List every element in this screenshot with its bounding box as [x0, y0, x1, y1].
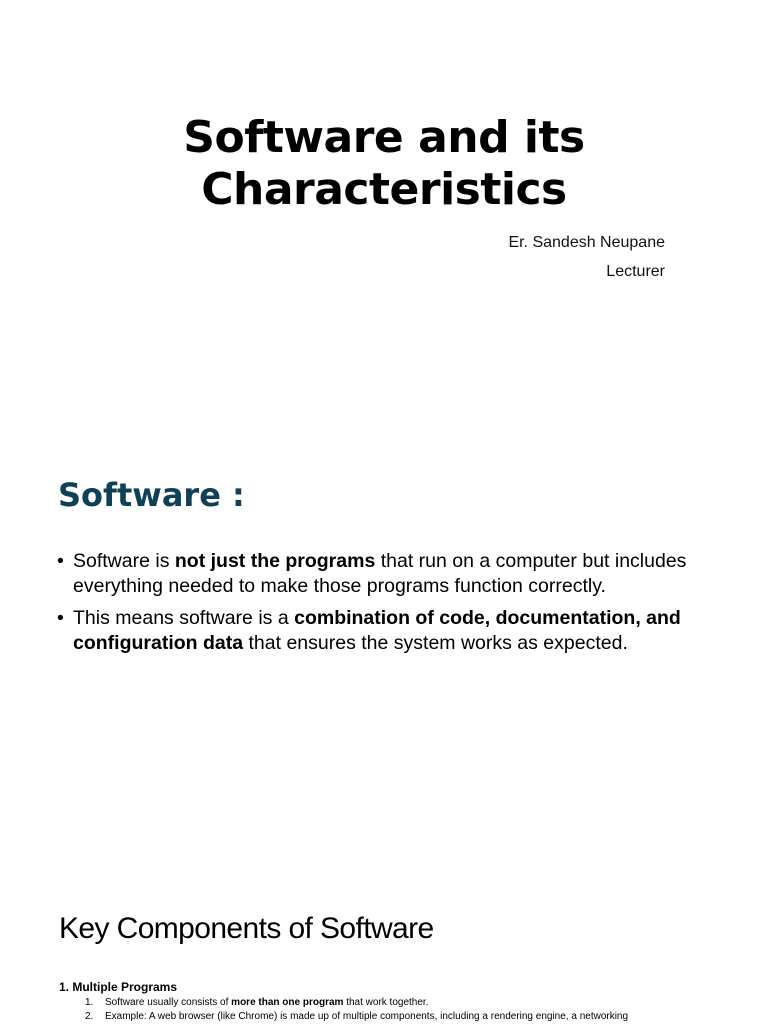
author-name: Er. Sandesh Neupane	[508, 234, 665, 251]
item-text-pre: Example: A web browser (like Chrome) is made up of multiple components, including a rendering engine, a networking	[105, 1011, 629, 1022]
component-title: 1. Multiple Programs	[59, 980, 178, 994]
title-line-1: Software and its	[183, 112, 585, 163]
title-slide	[0, 0, 768, 432]
bullet-text-pre: Software is	[73, 550, 175, 572]
bullet-text-bold: not just the programs	[174, 550, 376, 572]
bullet-text-pre: This means software is a	[73, 607, 295, 629]
presentation-title	[0, 112, 768, 216]
item-text-post: that work together.	[343, 997, 429, 1008]
component-item	[85, 1010, 705, 1024]
bullet-item	[57, 549, 707, 598]
bullet-icon: •	[57, 550, 64, 572]
component-list	[85, 996, 705, 1024]
component-item	[85, 996, 705, 1010]
software-definition-slide	[0, 433, 768, 865]
key-components-heading: Key Components of Software	[59, 912, 434, 945]
bullet-text-post: that ensures the system works as expected.	[243, 631, 628, 654]
author-block	[508, 228, 665, 286]
item-text-pre: Software usually consists of	[105, 997, 232, 1008]
bullet-text-post: that run on a computer but includes everything needed to make those programs function correctly.	[73, 550, 687, 597]
key-components-slide	[0, 866, 768, 1024]
bullet-item	[57, 606, 707, 655]
author-role: Lecturer	[606, 263, 665, 280]
item-text-bold: more than one program	[231, 997, 344, 1008]
section-heading: Software :	[58, 476, 245, 514]
definition-bullets	[57, 549, 707, 663]
item-number: 2.	[85, 1011, 94, 1022]
item-number: 1.	[85, 997, 94, 1008]
bullet-icon: •	[57, 607, 64, 629]
title-line-2: Characteristics	[201, 164, 567, 215]
bullet-text-bold: combination of code, documentation, and configuration data	[73, 607, 681, 654]
